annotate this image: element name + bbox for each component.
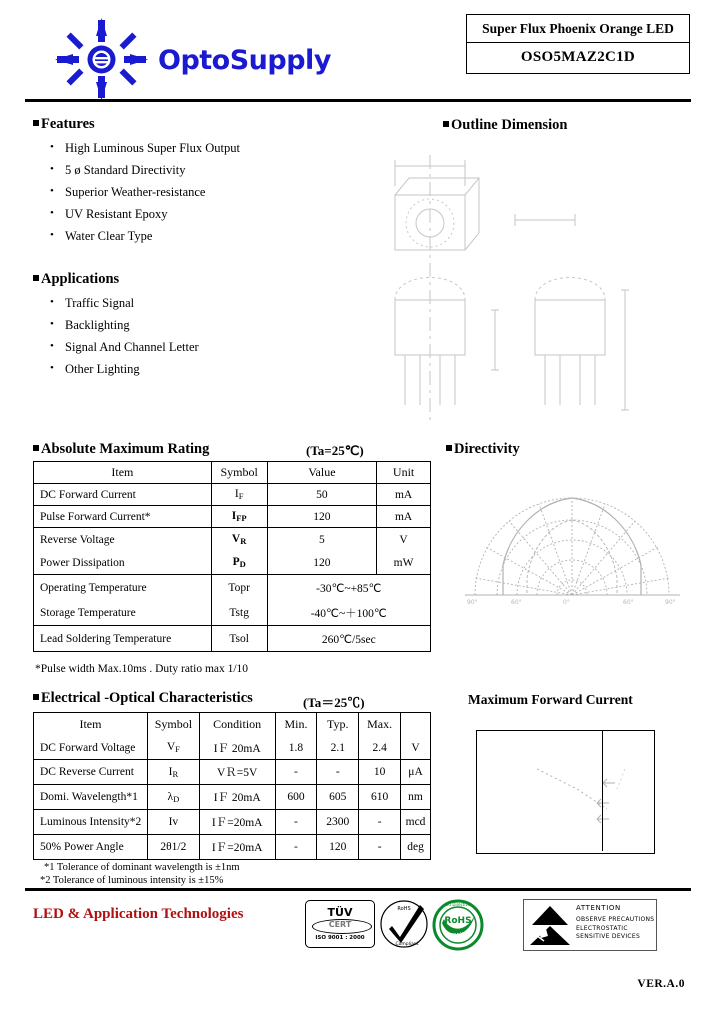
table-row	[34, 484, 431, 506]
table-row	[34, 736, 431, 760]
bullet-square-icon	[33, 275, 39, 281]
row-symbol: Tsol	[211, 626, 267, 652]
list-item: • UV Resistant Epoxy	[42, 203, 240, 225]
row-unit: mA	[377, 506, 431, 528]
col-header-condition: Condition	[199, 713, 275, 737]
bullet-square-icon	[33, 445, 39, 451]
svg-text:90°: 90°	[665, 599, 676, 605]
table-row	[34, 506, 431, 528]
row-item: Domi. Wavelength*1	[34, 785, 148, 810]
row-max: -	[359, 835, 401, 860]
row-max: 610	[359, 785, 401, 810]
row-symbol: Iv	[147, 810, 199, 835]
directivity-heading: Directivity	[446, 441, 520, 458]
applications-heading: Applications	[33, 271, 119, 288]
company-logo	[55, 18, 331, 100]
table-row	[34, 600, 431, 626]
row-value: 5	[267, 528, 377, 552]
row-symbol: Topr	[211, 575, 267, 601]
abs-max-heading: Absolute Maximum Rating	[33, 441, 209, 458]
row-symbol: Tstg	[211, 600, 267, 626]
abs-max-note: *Pulse width Max.10ms . Duty ratio max 1/10	[35, 663, 249, 675]
applications-list	[42, 292, 199, 380]
max-forward-current-heading: Maximum Forward Current	[468, 692, 633, 707]
row-value: 260℃/5sec	[267, 626, 430, 652]
row-min: -	[275, 760, 317, 785]
row-symbol: $V_R$	[211, 528, 267, 552]
row-min: -	[275, 835, 317, 860]
table-header-row	[34, 462, 431, 484]
list-item: • Water Clear Type	[42, 225, 240, 247]
row-symbol: 2θ1/2	[147, 835, 199, 860]
row-condition: IＦ=20mA	[199, 810, 275, 835]
row-min: -	[275, 810, 317, 835]
col-header-typ: Typ.	[317, 713, 359, 737]
row-condition: IＦ=20mA	[199, 835, 275, 860]
table-row	[34, 528, 431, 552]
footer-tagline: LED & Application Technologies	[33, 906, 244, 922]
electrical-optical-heading: Electrical -Optical Characteristics	[33, 690, 253, 707]
part-number: OSO5MAZ2C1D	[520, 49, 636, 65]
table-row	[34, 785, 431, 810]
electrical-optical-note-1: *1 Tolerance of dominant wavelength is ±1nm	[44, 862, 240, 873]
col-header-item: Item	[34, 713, 148, 737]
row-typ: -	[317, 760, 359, 785]
table-row	[34, 835, 431, 860]
row-min: 600	[275, 785, 317, 810]
row-unit: nm	[401, 785, 431, 810]
row-max: 10	[359, 760, 401, 785]
row-typ: 2.1	[317, 736, 359, 760]
row-value: 120	[267, 551, 377, 575]
row-symbol: $I_{FP}$	[211, 506, 267, 528]
table-header-row	[34, 713, 431, 737]
graph-derating-curve	[537, 761, 652, 831]
version-label: VER.A.0	[637, 978, 685, 990]
row-symbol: $\lambda_D$	[147, 785, 199, 810]
col-header-value: Value	[267, 462, 377, 484]
absolute-maximum-rating-table	[33, 461, 431, 652]
tuv-cert-logo: TÜV CERT ISO 9001 : 2000	[305, 900, 375, 948]
row-unit: mcd	[401, 810, 431, 835]
row-unit: mA	[377, 484, 431, 506]
list-item: • Other Lighting	[42, 358, 199, 380]
list-item: • Signal And Channel Letter	[42, 336, 199, 358]
row-max: 2.4	[359, 736, 401, 760]
list-item: • Superior Weather-resistance	[42, 181, 240, 203]
electrical-optical-condition: (Ta＝25℃)	[303, 695, 365, 710]
svg-text:EU Directive: EU Directive	[445, 902, 471, 907]
abs-max-condition: (Ta=25℃)	[306, 443, 364, 458]
row-typ: 120	[317, 835, 359, 860]
features-heading: Features	[33, 116, 95, 133]
row-item: Pulse Forward Current*	[34, 506, 212, 528]
col-header-max: Max.	[359, 713, 401, 737]
star-burst-icon	[55, 18, 151, 100]
svg-text:RoHS: RoHS	[397, 906, 411, 912]
row-item: DC Forward Current	[34, 484, 212, 506]
svg-text:Compliant: Compliant	[443, 932, 473, 938]
svg-text:Compliant: Compliant	[395, 942, 419, 947]
row-unit: V	[377, 528, 431, 552]
outline-dimension-drawing	[375, 140, 695, 425]
row-min: 1.8	[275, 736, 317, 760]
bullet-square-icon	[443, 121, 449, 127]
row-unit: mW	[377, 551, 431, 575]
svg-text:60°: 60°	[511, 599, 522, 605]
row-value: 50	[267, 484, 377, 506]
header-divider	[25, 99, 691, 102]
row-symbol: $V_F$	[147, 736, 199, 760]
row-item: Reverse Voltage	[34, 528, 212, 552]
row-condition: VＲ=5V	[199, 760, 275, 785]
row-unit: deg	[401, 835, 431, 860]
row-max: -	[359, 810, 401, 835]
check-mark-cert-logo	[379, 899, 429, 949]
row-typ: 605	[317, 785, 359, 810]
product-identification-box	[466, 14, 690, 74]
outline-dimension-heading: Outline Dimension	[443, 117, 567, 134]
footer-divider	[25, 888, 691, 891]
row-item: Lead Soldering Temperature	[34, 626, 212, 652]
svg-text:60°: 60°	[623, 599, 634, 605]
row-value: -30℃~+85℃	[267, 575, 430, 601]
svg-text:90°: 90°	[467, 599, 478, 605]
esd-warning-box	[523, 899, 657, 951]
row-unit: V	[401, 736, 431, 760]
esd-title: ATTENTION	[576, 904, 621, 912]
electrical-optical-note-2: *2 Tolerance of luminous intensity is ±15%	[40, 875, 224, 886]
bullet-square-icon	[33, 694, 39, 700]
col-header-item: Item	[34, 462, 212, 484]
table-row	[34, 575, 431, 601]
list-item: • High Luminous Super Flux Output	[42, 137, 240, 159]
list-item: • Traffic Signal	[42, 292, 199, 314]
esd-hand-warning-icon	[528, 905, 572, 947]
row-unit: μA	[401, 760, 431, 785]
bullet-square-icon	[446, 445, 452, 451]
col-header-min: Min.	[275, 713, 317, 737]
table-row	[34, 810, 431, 835]
bullet-square-icon	[33, 120, 39, 126]
rohs-logo	[432, 899, 484, 951]
table-row	[34, 760, 431, 785]
row-symbol: $P_D$	[211, 551, 267, 575]
esd-line: OBSERVE PRECAUTIONS	[576, 916, 655, 923]
row-value: 120	[267, 506, 377, 528]
row-item: Storage Temperature	[34, 600, 212, 626]
row-symbol: $I_F$	[211, 484, 267, 506]
row-value: -40℃~＋100℃	[267, 600, 430, 626]
svg-text:RoHS: RoHS	[444, 916, 472, 926]
esd-line: ELECTROSTATIC	[576, 924, 628, 932]
col-header-unit	[401, 713, 431, 737]
list-item: • 5 ø Standard Directivity	[42, 159, 240, 181]
table-row	[34, 551, 431, 575]
max-forward-current-graph	[476, 730, 655, 854]
svg-text:0°: 0°	[563, 599, 570, 605]
row-typ: 2300	[317, 810, 359, 835]
product-title: Super Flux Phoenix Orange LED	[467, 15, 689, 43]
company-name: OptoSupply	[158, 45, 331, 76]
row-item: Operating Temperature	[34, 575, 212, 601]
esd-text	[576, 916, 654, 942]
col-header-symbol: Symbol	[147, 713, 199, 737]
col-header-symbol: Symbol	[211, 462, 267, 484]
esd-line: SENSITIVE DEVICES	[576, 933, 641, 940]
electrical-optical-table	[33, 712, 431, 860]
row-item: Luminous Intensity*2	[34, 810, 148, 835]
list-item: • Backlighting	[42, 314, 199, 336]
directivity-polar-chart	[455, 470, 690, 605]
row-condition: IＦ 20mA	[199, 785, 275, 810]
row-item: DC Reverse Current	[34, 760, 148, 785]
row-item: Power Dissipation	[34, 551, 212, 575]
table-row	[34, 626, 431, 652]
row-symbol: $I_R$	[147, 760, 199, 785]
row-condition: IＦ 20mA	[199, 736, 275, 760]
row-item: 50% Power Angle	[34, 835, 148, 860]
features-list	[42, 137, 240, 247]
row-item: DC Forward Voltage	[34, 736, 148, 760]
col-header-unit: Unit	[377, 462, 431, 484]
